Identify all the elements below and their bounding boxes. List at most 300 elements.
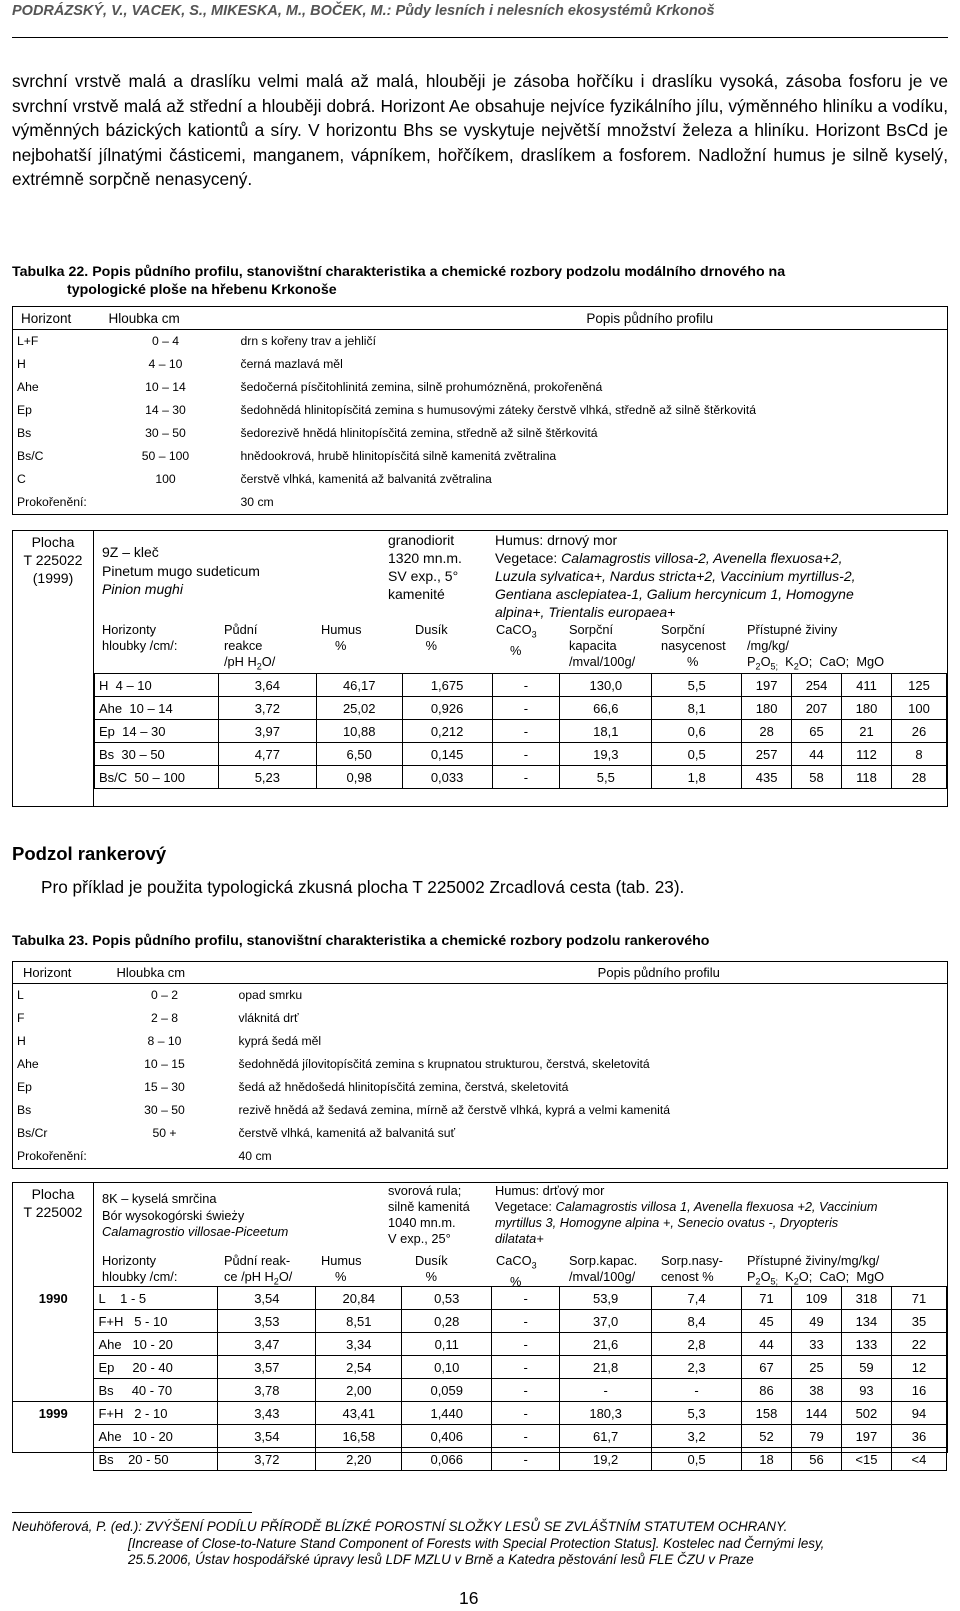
saturation: 3,2 [652,1425,742,1448]
k2o: 254 [792,674,842,697]
chem-row [13,1310,947,1333]
caco3: - [492,1356,560,1379]
humus: 16,58 [316,1425,402,1448]
profile-row [13,330,948,354]
hdr-hloubky: hloubky /cm/: [102,1269,178,1284]
description: opad smrku [238,988,303,1002]
roots-row [13,1145,948,1169]
footer-rule [12,1512,252,1513]
hdr-caco3-sub: 3 [531,629,537,640]
sorption: 37,0 [560,1310,652,1333]
cao: 318 [841,1287,891,1310]
ph: 3,97 [218,720,316,743]
sorption: 61,7 [560,1425,652,1448]
chem-header-humus [321,622,362,654]
vegetation-line2: myrtillus 3, Homogyne alpina +, Senecio ovatus -, Dryopteris [495,1215,839,1230]
vegetation-line3: Gentiana asclepiatea-1, Galium hercynicum 1, Homogyne [495,586,854,602]
profile-row [13,984,948,1008]
humus: 6,50 [316,743,402,766]
depth: 10 – 15 [144,1057,185,1071]
depth: 4 – 10 [148,357,183,371]
saturation: 5,3 [652,1402,742,1425]
sorption: 19,3 [560,743,652,766]
hdr-p-o: O [760,654,771,669]
hdr-ph2: reakce [224,638,263,653]
latin-association: Pinetum mugo sudeticum [102,562,260,579]
caco3: - [492,674,560,697]
altitude: 1040 mn.m. [388,1215,456,1230]
p2o5: 67 [742,1356,792,1379]
sorption: 21,6 [560,1333,652,1356]
vegetation-line3: dilatata+ [495,1231,544,1246]
chem-row [13,1333,947,1356]
profile-row [13,1053,948,1076]
mgo: 12 [891,1356,946,1379]
k2o: 38 [791,1379,841,1402]
year: 1990 [13,1287,94,1310]
p2o5: 158 [742,1402,792,1425]
vegetation-line2: Luzula sylvatica+, Nardus stricta+2, Vaccinium myrtillus-2, [495,568,856,584]
hdr-humus: Humus [321,622,362,637]
nitrogen: 0,10 [402,1356,492,1379]
cao: 93 [841,1379,891,1402]
caco3: - [492,1333,560,1356]
year [13,1448,94,1471]
hdr-sorp3: /mval/100g/ [569,654,636,669]
hdr-ph1: Půdní [224,622,258,637]
table22-chem-grid [94,673,947,789]
depth: 0 – 4 [151,334,180,348]
profile-row [13,1099,948,1122]
ph: 3,72 [218,697,316,720]
description: šedohnědá jílovitopísčitá zemina s krupnatou strukturou, čerstvá, skeletovitá [238,1057,650,1071]
ph: 3,54 [218,1287,316,1310]
altitude: 1320 mn.m. [388,550,462,566]
hdr-k-sub: 2 [793,1276,799,1287]
caco3: - [492,1379,560,1402]
mgo: 125 [891,674,946,697]
table23-chem-grid [13,1286,947,1471]
cao: 133 [841,1333,891,1356]
section-text: Pro příklad je použita typologická zkusná plocha T 225002 Zrcadlová cesta (tab. 23). [41,877,685,897]
chem-row [95,766,947,789]
profile-row [13,353,948,376]
mgo: 28 [891,766,946,789]
p2o5: 86 [742,1379,792,1402]
roots-label: Prokořenění: [17,495,87,509]
year [13,1310,94,1333]
mgo: 22 [891,1333,946,1356]
table22-caption [12,263,948,299]
mgo: 100 [891,697,946,720]
hdr-humus-unit: % [335,1269,347,1284]
p2o5: 71 [742,1287,792,1310]
chem-header-caco3 [496,622,537,659]
horizon: H [17,1034,26,1048]
humus: 20,84 [316,1287,402,1310]
chem-header-n [415,1253,448,1285]
sorption: 130,0 [560,674,652,697]
table22-site-chem [12,530,948,807]
table23-profile [12,961,948,1169]
hdr-horizonty: Horizonty [102,622,157,637]
cao: 180 [842,697,892,720]
horizon-depth: Bs/C 50 – 100 [95,766,219,789]
hdr-k-sub: 2 [793,661,799,672]
table23-label: Tabulka 23. [12,933,89,949]
k2o: 33 [791,1333,841,1356]
humus: 2,00 [316,1379,402,1402]
hdr-cao: CaO; [819,1269,850,1284]
year [13,1333,94,1356]
chem-header-sorp [569,622,635,670]
hdr-caco3: CaCO [496,622,532,637]
saturation: 7,4 [652,1287,742,1310]
horizon: C [17,472,26,486]
depth: 2 – 8 [150,1011,179,1025]
profile-row [13,399,948,422]
horizon-depth: Ep 20 - 40 [94,1356,218,1379]
mgo: 35 [891,1310,946,1333]
nitrogen: 0,11 [402,1333,492,1356]
cao: 411 [842,674,892,697]
hdr-k: K [785,654,794,669]
saturation: 2,8 [652,1333,742,1356]
hdr-caco3-sub: 3 [531,1260,537,1271]
humus: 2,20 [316,1448,402,1471]
mgo: 16 [891,1379,946,1402]
hdr-p-sub2: 5; [770,661,779,672]
horizon: Bs [17,1103,32,1117]
chem-header-sat [661,622,726,670]
year: 1999 [13,1402,94,1425]
veg-code: 8K – kyselá smrčina [102,1191,217,1206]
hdr-nutr1: Přístupné živiny/mg/kg/ [747,1253,880,1268]
plot-code: T 225022 [23,552,83,568]
geology [388,1183,470,1247]
hdr-nutr1: Přístupné živiny [747,622,838,637]
saturation: 8,1 [652,697,742,720]
saturation: 0,5 [652,743,742,766]
k2o: 56 [791,1448,841,1471]
col-popis: Popis půdního profilu [597,965,720,980]
mgo: 26 [891,720,946,743]
caco3: - [492,766,560,789]
horizon-depth: L 1 - 5 [94,1287,218,1310]
sorption: - [560,1379,652,1402]
sorption: 18,1 [560,720,652,743]
plocha-label: Plocha [31,1186,75,1202]
nitrogen: 0,53 [402,1287,492,1310]
table22-caption-line1: Popis půdního profilu, stanovištní charakteristika a chemické rozbory podzolu modálního drnového na [92,264,786,280]
hdr-p-sub2: 5; [770,1276,779,1287]
hdr-horizonty: Horizonty [102,1253,157,1268]
chem-header-nutrients [747,1253,884,1290]
chem-header-n [415,622,448,654]
sorption: 180,3 [560,1402,652,1425]
ph: 3,53 [218,1310,316,1333]
chem-row [13,1356,947,1379]
hdr-dusik: Dusík [415,1253,448,1268]
stoniness: kamenité [388,586,445,602]
profile-row [13,1076,948,1099]
hdr-sat1: Sorpční [661,622,706,637]
cao: 112 [842,743,892,766]
chem-header-sat [661,1253,723,1285]
ph: 4,77 [218,743,316,766]
section-title: Podzol rankerový [12,843,167,864]
hdr-ph3-end: O/ [261,654,276,669]
description: šedohnědá hlinitopísčitá zemina s humusovými záteky čerstvě vlhká, středně až silně štěrkovitá [240,403,757,417]
ph: 3,54 [218,1425,316,1448]
roots-value: 40 cm [238,1149,272,1163]
caco3: - [492,720,560,743]
depth: 50 + [152,1126,177,1140]
ph: 3,43 [218,1402,316,1425]
hdr-cao: CaO; [819,654,850,669]
year [13,1379,94,1402]
year [13,1356,94,1379]
humus-vegetation [495,1183,945,1247]
profile-row [13,1122,948,1145]
sorption: 5,5 [560,766,652,789]
hdr-caco3: CaCO [496,1253,532,1268]
humus-label: Humus: [495,532,544,548]
mgo: <4 [891,1448,946,1471]
horizon-depth: Bs 40 - 70 [94,1379,218,1402]
intro-paragraph [12,69,948,192]
ph: 3,72 [218,1448,316,1471]
ph: 5,23 [218,766,316,789]
p2o5: 45 [742,1310,792,1333]
nitrogen: 0,033 [402,766,492,789]
sorption: 53,9 [560,1287,652,1310]
profile-row [13,422,948,445]
vegetation-label: Vegetace: [495,1199,552,1214]
horizon-depth: H 4 – 10 [95,674,219,697]
depth: 30 – 50 [144,1103,185,1117]
intro-text: svrchní vrstvě malá a draslíku velmi malá až malá, hlouběji je zásoba hořčíku i draslíku vysoká, zásoba fosforu je ve svrchní vrstvě malá až střední a hlouběji dobrá. Horizont Ae obsahuje nejvíce fyzikálního jílu, výměnného hliníku a vodíku, výměnných bázických kationtů a síry. V horizontu Bhs se vyskytuje největší množství železa a hliníku. Horizont BsCd je nejbohatší jílnatými částicemi, manganem, vápníkem, hořčíkem, draslíkem a fosforem. Nadložní humus je silně kyselý, extrémně sorpčně nenasycený. [12,71,948,189]
hdr-p-o: O [760,1269,771,1284]
hdr-sorp1: Sorp.kapac. [569,1253,638,1268]
horizon: Ep [17,403,32,417]
vegetation-line1: Calamagrostis villosa 1, Avenella flexuosa +2, Vaccinium [555,1199,878,1214]
k2o: 79 [791,1425,841,1448]
cao: 197 [841,1425,891,1448]
running-header: PODRÁZSKÝ, V., VACEK, S., MIKESKA, M., BOČEK, M.: Půdy lesních i nelesních ekosystémů Krkonoš [12,3,715,19]
depth: 8 – 10 [147,1034,182,1048]
chem-header-ph [224,622,275,675]
hdr-dusik: Dusík [415,622,448,637]
col-hloubka: Hloubka cm [108,310,180,326]
depth: 50 – 100 [141,449,190,463]
hdr-caco3-unit: % [510,1273,522,1289]
hdr-mgo: MgO [856,654,885,669]
chem-row [13,1287,947,1310]
chem-row [95,743,947,766]
plot-code: T 225002 [23,1204,83,1220]
humus: 10,88 [316,720,402,743]
hdr-humus: Humus [321,1253,362,1268]
caco3: - [492,1425,560,1448]
ph: 3,64 [218,674,316,697]
k2o: 58 [792,766,842,789]
hdr-sat1: Sorp.nasy- [661,1253,723,1268]
depth: 15 – 30 [144,1080,185,1094]
sorption: 66,6 [560,697,652,720]
hdr-p: P [747,654,756,669]
hdr-k-o: O; [798,1269,813,1284]
hdr-ph1: Půdní reak- [224,1253,291,1268]
depth: 0 – 2 [150,988,179,1002]
description: čerstvě vlhká, kamenitá až balvanitá suť [238,1126,456,1140]
vegetation-label: Vegetace: [495,550,558,566]
horizon: H [17,357,26,371]
latin-alliance: Pinion mughi [102,581,183,597]
p2o5: 18 [742,1448,792,1471]
nitrogen: 1,675 [402,674,492,697]
vegetation-line4: alpina+, Trientalis europaea+ [495,604,676,620]
description: drn s kořeny trav a jehličí [240,334,376,348]
chem-row [95,674,947,697]
cao: 134 [841,1310,891,1333]
chem-row [13,1425,947,1448]
header-rule [12,37,948,38]
nitrogen: 0,406 [402,1425,492,1448]
nitrogen: 0,059 [402,1379,492,1402]
profile-row [13,1007,948,1030]
hdr-ph3-sub: 2 [256,661,262,672]
stoniness: silně kamenitá [388,1199,470,1214]
hdr-ph2-end: O/ [278,1269,293,1284]
sorption: 21,8 [560,1356,652,1379]
hdr-humus-unit: % [335,638,347,653]
chem-header-nutrients [747,622,884,675]
caco3: - [492,1448,560,1471]
mgo: 36 [891,1425,946,1448]
nitrogen: 1,440 [402,1402,492,1425]
cao: 21 [842,720,892,743]
horizon-depth: F+H 5 - 10 [94,1310,218,1333]
hdr-sat2: nasycenost [661,638,726,653]
horizon-depth: Ahe 10 - 20 [94,1333,218,1356]
description: šedorezivě hnědá hlinitopísčitá zemina, středně až silně štěrkovitá [240,426,598,440]
footer-line2: [Increase of Close-to-Nature Stand Component of Forests with Special Protection Status]. Kostelec nad Černými lesy, [128,1535,825,1551]
p2o5: 197 [742,674,792,697]
description: rezivě hnědá až šedavá zemina, mírně až čerstvě vlhká, kyprá a velmi kamenitá [238,1103,670,1117]
p2o5: 28 [742,720,792,743]
chem-row [95,697,947,720]
horizon-depth: Ahe 10 – 14 [95,697,219,720]
hdr-sat3: % [687,654,699,669]
chem-header-humus [321,1253,362,1285]
p2o5: 44 [742,1333,792,1356]
depth: 30 – 50 [145,426,186,440]
humus-label: Humus: [495,1183,540,1198]
depth: 10 – 14 [145,380,186,394]
horizon-depth: Bs 20 - 50 [94,1448,218,1471]
horizon: Bs/C [17,449,44,463]
saturation: - [652,1379,742,1402]
profile-row [13,376,948,399]
hdr-dusik-unit: % [425,638,438,653]
description: čerstvě vlhká, kamenitá až balvanitá zvětralina [240,472,492,486]
geology [388,531,462,603]
table22-profile-header [13,307,948,330]
hdr-k-o: O; [798,654,813,669]
cao: 118 [842,766,892,789]
k2o: 65 [792,720,842,743]
humus: 8,51 [316,1310,402,1333]
roots-label: Prokořenění: [17,1149,87,1163]
forest-type [102,543,260,599]
mgo: 71 [891,1287,946,1310]
mgo: 8 [891,743,946,766]
chem-row [95,720,947,743]
profile-row [13,468,948,491]
latin-association: Calamagrostio villosae-Piceetum [102,1224,289,1239]
col-horizont: Horizont [21,310,72,326]
geology-rock: granodiorit [388,532,455,548]
roots-value: 30 cm [240,495,274,509]
footer-line1: Neuhöferová, P. (ed.): ZVÝŠENÍ PODÍLU PŘÍRODĚ BLÍZKÉ POROSTNÍ SLOŽKY LESŮ SE ZVLÁŠTNÍM STATUTEM OCHRANY. [12,1519,788,1534]
horizon: Ahe [17,380,39,394]
humus-vegetation [495,531,945,621]
table23-site-chem [12,1182,948,1467]
depth: 14 – 30 [145,403,186,417]
horizon-depth: F+H 2 - 10 [94,1402,218,1425]
k2o: 109 [791,1287,841,1310]
humus: 46,17 [316,674,402,697]
humus: 3,34 [316,1333,402,1356]
saturation: 1,8 [652,766,742,789]
hdr-p-sub: 2 [755,1276,761,1287]
humus: 0,98 [316,766,402,789]
k2o: 144 [791,1402,841,1425]
table22-caption-line2: typologické ploše na hřebenu Krkonoše [67,282,337,298]
saturation: 0,5 [652,1448,742,1471]
humus: 43,41 [316,1402,402,1425]
footer-citation [12,1519,948,1569]
horizon: L+F [17,334,39,348]
hdr-ph2-sub: 2 [273,1276,279,1287]
horizon: Bs/Cr [17,1126,48,1140]
plot-year: (1999) [32,570,74,586]
col-popis: Popis půdního profilu [586,310,714,326]
horizon: Ep [17,1080,32,1094]
p2o5: 180 [742,697,792,720]
ph: 3,78 [218,1379,316,1402]
profile-row [13,445,948,468]
ph: 3,57 [218,1356,316,1379]
horizon-depth: Ep 14 – 30 [95,720,219,743]
caco3: - [492,743,560,766]
site-id-block [13,531,94,806]
nitrogen: 0,212 [402,720,492,743]
caco3: - [492,697,560,720]
table23-profile-header [13,962,948,984]
horizon-depth: Ahe 10 - 20 [94,1425,218,1448]
humus-form: drnový mor [547,532,618,548]
cao: <15 [841,1448,891,1471]
description: černá mazlavá měl [240,357,343,371]
polish-name: Bór wysokogórski świeży [102,1207,245,1223]
geology-rock: svorová rula; [388,1183,462,1198]
hdr-k: K [785,1269,794,1284]
roots-row [13,491,948,515]
chem-row [13,1379,947,1402]
horizon: Ahe [17,1057,39,1071]
